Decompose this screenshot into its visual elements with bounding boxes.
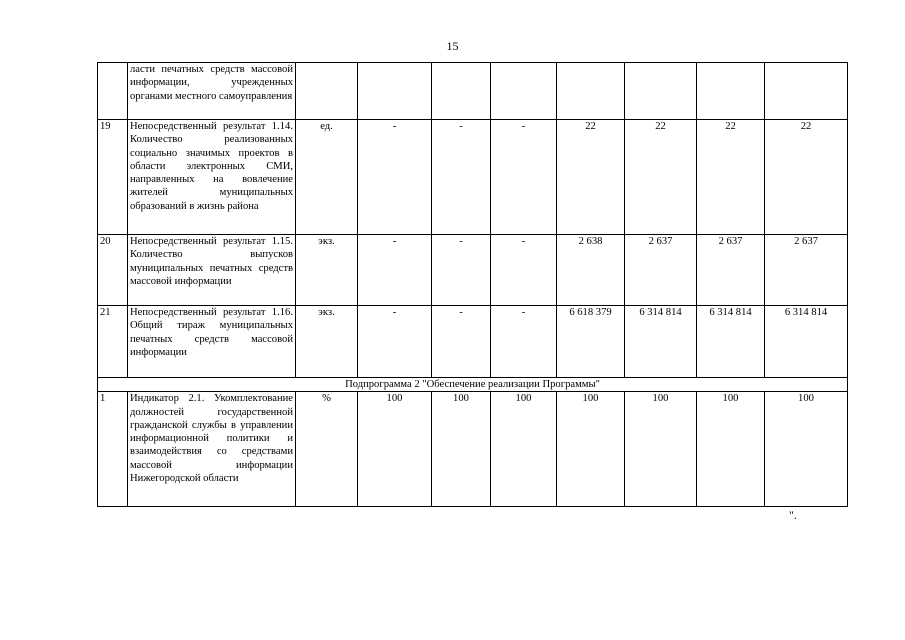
unit-cell: % <box>296 392 358 507</box>
unit-cell <box>296 63 358 120</box>
row-description: Непосредственный результат 1.14. Количество реализованных социально значимых проектов в области электронных СМИ, направленных на вовлечение жителей муниципальных образований в жизнь района <box>128 120 296 235</box>
value-cell: 100 <box>697 392 765 507</box>
subprogram-row <box>98 378 848 392</box>
row-description: Непосредственный результат 1.16. Общий тираж муниципальных печатных средств массовой информации <box>128 306 296 378</box>
value-cell: - <box>491 306 557 378</box>
row-number: 21 <box>98 306 128 378</box>
value-cell: 2 637 <box>697 235 765 306</box>
closing-quote-mark: ". <box>789 508 797 522</box>
value-cell: - <box>432 235 491 306</box>
value-cell: 6 314 814 <box>625 306 697 378</box>
value-cell: 100 <box>557 392 625 507</box>
value-cell: 6 314 814 <box>697 306 765 378</box>
value-cell: - <box>358 120 432 235</box>
value-cell: - <box>432 306 491 378</box>
table-row <box>98 235 848 306</box>
value-cell: - <box>358 306 432 378</box>
value-cell: 2 637 <box>765 235 848 306</box>
value-cell: - <box>491 120 557 235</box>
indicators-table <box>97 62 848 507</box>
value-cell: 22 <box>625 120 697 235</box>
subprogram-title: Подпрограмма 2 "Обеспечение реализации Программы" <box>98 378 848 392</box>
row-description: Индикатор 2.1. Укомплектование должностей государственной гражданской службы в управлении информационной политики и взаимодействия со средствами массовой информации Нижегородской области <box>128 392 296 507</box>
value-cell: 100 <box>765 392 848 507</box>
value-cell <box>491 63 557 120</box>
value-cell <box>358 63 432 120</box>
row-description: Непосредственный результат 1.15. Количество выпусков муниципальных печатных средств массовой информации <box>128 235 296 306</box>
value-cell: 2 637 <box>625 235 697 306</box>
value-cell: - <box>358 235 432 306</box>
value-cell: 6 618 379 <box>557 306 625 378</box>
value-cell: - <box>432 120 491 235</box>
value-cell: 100 <box>432 392 491 507</box>
value-cell: 22 <box>697 120 765 235</box>
table-row <box>98 120 848 235</box>
table-row <box>98 392 848 507</box>
value-cell: 100 <box>625 392 697 507</box>
value-cell <box>625 63 697 120</box>
unit-cell: ед. <box>296 120 358 235</box>
value-cell: 22 <box>557 120 625 235</box>
value-cell: - <box>491 235 557 306</box>
page-number: 15 <box>446 39 459 53</box>
value-cell: 100 <box>491 392 557 507</box>
value-cell <box>432 63 491 120</box>
unit-cell: экз. <box>296 306 358 378</box>
value-cell: 22 <box>765 120 848 235</box>
row-number: 1 <box>98 392 128 507</box>
row-number: 19 <box>98 120 128 235</box>
value-cell: 6 314 814 <box>765 306 848 378</box>
value-cell: 2 638 <box>557 235 625 306</box>
value-cell <box>697 63 765 120</box>
row-number <box>98 63 128 120</box>
table-row <box>98 306 848 378</box>
row-number: 20 <box>98 235 128 306</box>
unit-cell: экз. <box>296 235 358 306</box>
value-cell <box>765 63 848 120</box>
table-row <box>98 63 848 120</box>
row-description: ласти печатных средств массовой информации, учрежденных органами местного самоуправления <box>128 63 296 120</box>
value-cell <box>557 63 625 120</box>
value-cell: 100 <box>358 392 432 507</box>
